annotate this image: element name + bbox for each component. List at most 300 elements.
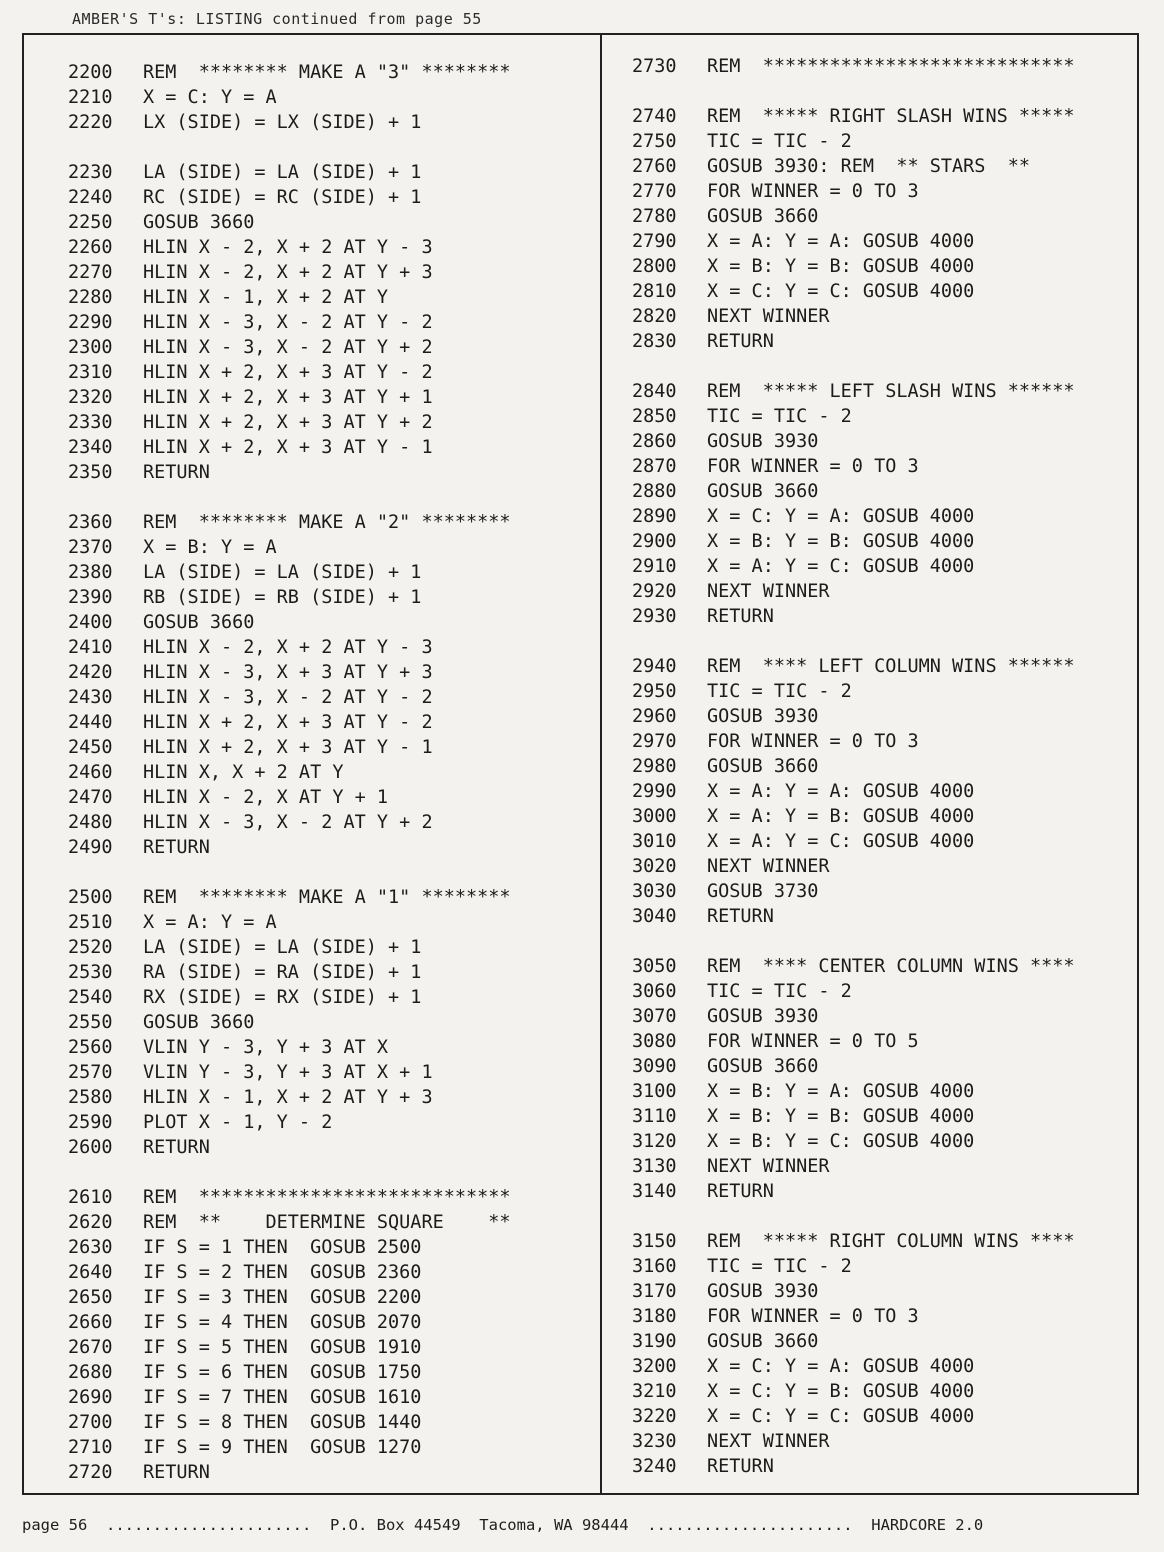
line-number: 2750 xyxy=(632,131,677,152)
code-statement: X = C: Y = A: GOSUB 4000 xyxy=(707,506,975,527)
line-number: 2720 xyxy=(68,1462,113,1483)
code-statement: LX (SIDE) = LX (SIDE) + 1 xyxy=(143,112,422,133)
code-line xyxy=(632,804,1075,829)
blank-line xyxy=(68,485,511,510)
right-code-column xyxy=(632,54,1075,1479)
code-line xyxy=(632,1029,1075,1054)
code-line xyxy=(632,1129,1075,1154)
code-line xyxy=(632,654,1075,679)
page-footer xyxy=(22,1516,983,1534)
code-statement: GOSUB 3930 xyxy=(707,431,819,452)
code-statement: FOR WINNER = 0 TO 3 xyxy=(707,731,919,752)
code-line xyxy=(632,479,1075,504)
code-line xyxy=(68,1310,511,1335)
code-statement: IF S = 5 THEN GOSUB 1910 xyxy=(143,1337,422,1358)
code-statement: GOSUB 3660 xyxy=(707,1331,819,1352)
code-line xyxy=(632,54,1075,79)
code-line xyxy=(632,904,1075,929)
line-number: 3240 xyxy=(632,1456,677,1477)
code-line xyxy=(68,885,511,910)
code-statement: REM **** CENTER COLUMN WINS **** xyxy=(707,956,1075,977)
code-line xyxy=(632,454,1075,479)
code-line xyxy=(632,729,1075,754)
line-number: 2770 xyxy=(632,181,677,202)
code-line xyxy=(632,1079,1075,1104)
blank-line xyxy=(632,629,1075,654)
code-statement: GOSUB 3930 xyxy=(707,1006,819,1027)
line-number: 2230 xyxy=(68,162,113,183)
code-statement: LA (SIDE) = LA (SIDE) + 1 xyxy=(143,162,422,183)
code-statement: HLIN X - 3, X - 2 AT Y - 2 xyxy=(143,312,433,333)
code-line xyxy=(632,779,1075,804)
code-statement: HLIN X + 2, X + 3 AT Y - 1 xyxy=(143,437,433,458)
code-statement: X = C: Y = A: GOSUB 4000 xyxy=(707,1356,975,1377)
code-statement: REM ******** MAKE A "2" ******** xyxy=(143,512,511,533)
code-line xyxy=(632,854,1075,879)
code-line xyxy=(632,829,1075,854)
code-statement: GOSUB 3660 xyxy=(143,1012,255,1033)
code-line xyxy=(68,935,511,960)
code-line xyxy=(632,704,1075,729)
code-line xyxy=(68,585,511,610)
code-statement: HLIN X + 2, X + 3 AT Y + 2 xyxy=(143,412,433,433)
line-number: 3100 xyxy=(632,1081,677,1102)
code-statement: HLIN X - 3, X - 2 AT Y - 2 xyxy=(143,687,433,708)
line-number: 2370 xyxy=(68,537,113,558)
line-number: 2470 xyxy=(68,787,113,808)
line-number: 2830 xyxy=(632,331,677,352)
code-line xyxy=(68,610,511,635)
code-statement: IF S = 7 THEN GOSUB 1610 xyxy=(143,1387,422,1408)
line-number: 3130 xyxy=(632,1156,677,1177)
code-line xyxy=(632,104,1075,129)
line-number: 2420 xyxy=(68,662,113,683)
line-number: 3190 xyxy=(632,1331,677,1352)
code-line xyxy=(68,660,511,685)
line-number: 2400 xyxy=(68,612,113,633)
line-number: 2920 xyxy=(632,581,677,602)
code-line xyxy=(68,560,511,585)
line-number: 3150 xyxy=(632,1231,677,1252)
page-number: page 56 xyxy=(22,1516,88,1534)
line-number: 2790 xyxy=(632,231,677,252)
code-statement: HLIN X + 2, X + 3 AT Y - 1 xyxy=(143,737,433,758)
code-statement: HLIN X + 2, X + 3 AT Y + 1 xyxy=(143,387,433,408)
line-number: 2700 xyxy=(68,1412,113,1433)
code-line xyxy=(68,210,511,235)
code-line xyxy=(68,760,511,785)
code-line xyxy=(68,1035,511,1060)
code-line xyxy=(632,1154,1075,1179)
line-number: 2290 xyxy=(68,312,113,333)
line-number: 3170 xyxy=(632,1281,677,1302)
line-number: 2260 xyxy=(68,237,113,258)
line-number: 3050 xyxy=(632,956,677,977)
blank-line xyxy=(68,860,511,885)
line-number: 2200 xyxy=(68,62,113,83)
code-line xyxy=(632,504,1075,529)
code-statement: GOSUB 3660 xyxy=(707,1056,819,1077)
code-statement: X = B: Y = B: GOSUB 4000 xyxy=(707,256,975,277)
line-number: 2730 xyxy=(632,56,677,77)
code-line xyxy=(68,285,511,310)
publication-name: HARDCORE 2.0 xyxy=(871,1516,984,1534)
code-statement: FOR WINNER = 0 TO 3 xyxy=(707,181,919,202)
code-line xyxy=(68,1285,511,1310)
code-line xyxy=(68,335,511,360)
code-statement: GOSUB 3930: REM ** STARS ** xyxy=(707,156,1031,177)
code-statement: HLIN X - 1, X + 2 AT Y xyxy=(143,287,389,308)
blank-line xyxy=(632,1204,1075,1229)
code-statement: RB (SIDE) = RB (SIDE) + 1 xyxy=(143,587,422,608)
line-number: 2930 xyxy=(632,606,677,627)
line-number: 2800 xyxy=(632,256,677,277)
code-line xyxy=(68,1335,511,1360)
code-statement: GOSUB 3660 xyxy=(707,481,819,502)
code-line xyxy=(68,835,511,860)
code-line xyxy=(632,679,1075,704)
line-number: 2650 xyxy=(68,1287,113,1308)
code-statement: HLIN X - 2, X + 2 AT Y + 3 xyxy=(143,262,433,283)
code-statement: IF S = 3 THEN GOSUB 2200 xyxy=(143,1287,422,1308)
line-number: 2520 xyxy=(68,937,113,958)
code-line xyxy=(68,1385,511,1410)
code-line xyxy=(632,179,1075,204)
code-line xyxy=(68,1210,511,1235)
line-number: 2740 xyxy=(632,106,677,127)
code-statement: VLIN Y - 3, Y + 3 AT X xyxy=(143,1037,389,1058)
code-statement: X = A: Y = A: GOSUB 4000 xyxy=(707,781,975,802)
code-statement: X = C: Y = A xyxy=(143,87,277,108)
line-number: 3010 xyxy=(632,831,677,852)
code-statement: RETURN xyxy=(143,1462,210,1483)
line-number: 3080 xyxy=(632,1031,677,1052)
blank-line xyxy=(632,354,1075,379)
code-line xyxy=(632,1429,1075,1454)
code-line xyxy=(632,379,1075,404)
line-number: 2380 xyxy=(68,562,113,583)
code-line xyxy=(632,1329,1075,1354)
code-line xyxy=(632,579,1075,604)
code-line xyxy=(632,204,1075,229)
line-number: 2270 xyxy=(68,262,113,283)
code-statement: X = C: Y = C: GOSUB 4000 xyxy=(707,281,975,302)
code-line xyxy=(68,710,511,735)
code-statement: GOSUB 3660 xyxy=(707,756,819,777)
code-statement: RETURN xyxy=(143,462,210,483)
line-number: 2780 xyxy=(632,206,677,227)
code-line xyxy=(68,310,511,335)
line-number: 2220 xyxy=(68,112,113,133)
line-number: 2560 xyxy=(68,1037,113,1058)
code-statement: LA (SIDE) = LA (SIDE) + 1 xyxy=(143,937,422,958)
line-number: 3230 xyxy=(632,1431,677,1452)
code-line xyxy=(632,529,1075,554)
code-line xyxy=(68,635,511,660)
code-line xyxy=(68,260,511,285)
code-line xyxy=(68,1360,511,1385)
line-number: 2210 xyxy=(68,87,113,108)
line-number: 2690 xyxy=(68,1387,113,1408)
code-statement: IF S = 1 THEN GOSUB 2500 xyxy=(143,1237,422,1258)
line-number: 2990 xyxy=(632,781,677,802)
line-number: 2360 xyxy=(68,512,113,533)
code-statement: RX (SIDE) = RX (SIDE) + 1 xyxy=(143,987,422,1008)
line-number: 2950 xyxy=(632,681,677,702)
line-number: 3120 xyxy=(632,1131,677,1152)
code-statement: GOSUB 3660 xyxy=(707,206,819,227)
line-number: 2890 xyxy=(632,506,677,527)
line-number: 3200 xyxy=(632,1356,677,1377)
code-statement: RETURN xyxy=(707,1456,774,1477)
code-statement: REM ******** MAKE A "1" ******** xyxy=(143,887,511,908)
code-line xyxy=(68,960,511,985)
code-statement: RA (SIDE) = RA (SIDE) + 1 xyxy=(143,962,422,983)
line-number: 2860 xyxy=(632,431,677,452)
code-line xyxy=(632,554,1075,579)
line-number: 2590 xyxy=(68,1112,113,1133)
code-line xyxy=(68,360,511,385)
line-number: 2970 xyxy=(632,731,677,752)
code-statement: REM ******** MAKE A "3" ******** xyxy=(143,62,511,83)
line-number: 2320 xyxy=(68,387,113,408)
code-statement: RETURN xyxy=(707,606,774,627)
line-number: 2340 xyxy=(68,437,113,458)
code-line xyxy=(632,1354,1075,1379)
code-line xyxy=(68,535,511,560)
line-number: 2760 xyxy=(632,156,677,177)
code-statement: HLIN X - 2, X + 2 AT Y - 3 xyxy=(143,237,433,258)
code-statement: HLIN X + 2, X + 3 AT Y - 2 xyxy=(143,362,433,383)
code-line xyxy=(632,1104,1075,1129)
code-statement: HLIN X - 3, X + 3 AT Y + 3 xyxy=(143,662,433,683)
code-line xyxy=(632,304,1075,329)
code-statement: RETURN xyxy=(707,1181,774,1202)
line-number: 2510 xyxy=(68,912,113,933)
code-line xyxy=(68,1110,511,1135)
code-statement: X = A: Y = A: GOSUB 4000 xyxy=(707,231,975,252)
code-line xyxy=(68,1085,511,1110)
line-number: 2310 xyxy=(68,362,113,383)
line-number: 2330 xyxy=(68,412,113,433)
line-number: 2440 xyxy=(68,712,113,733)
code-statement: NEXT WINNER xyxy=(707,1431,830,1452)
code-statement: RC (SIDE) = RC (SIDE) + 1 xyxy=(143,187,422,208)
code-statement: X = B: Y = B: GOSUB 4000 xyxy=(707,1106,975,1127)
line-number: 2350 xyxy=(68,462,113,483)
code-line xyxy=(68,110,511,135)
code-statement: X = B: Y = B: GOSUB 4000 xyxy=(707,531,975,552)
line-number: 2810 xyxy=(632,281,677,302)
blank-line xyxy=(632,79,1075,104)
code-statement: FOR WINNER = 0 TO 3 xyxy=(707,456,919,477)
line-number: 2580 xyxy=(68,1087,113,1108)
code-statement: HLIN X - 3, X - 2 AT Y + 2 xyxy=(143,812,433,833)
code-statement: GOSUB 3730 xyxy=(707,881,819,902)
code-line xyxy=(632,604,1075,629)
code-statement: TIC = TIC - 2 xyxy=(707,1256,852,1277)
code-statement: HLIN X - 3, X - 2 AT Y + 2 xyxy=(143,337,433,358)
code-statement: RETURN xyxy=(707,906,774,927)
code-line xyxy=(68,1185,511,1210)
line-number: 3090 xyxy=(632,1056,677,1077)
line-number: 3180 xyxy=(632,1306,677,1327)
code-statement: HLIN X + 2, X + 3 AT Y - 2 xyxy=(143,712,433,733)
line-number: 2820 xyxy=(632,306,677,327)
code-statement: RETURN xyxy=(143,1137,210,1158)
line-number: 2570 xyxy=(68,1062,113,1083)
line-number: 2430 xyxy=(68,687,113,708)
code-statement: RETURN xyxy=(143,837,210,858)
line-number: 2630 xyxy=(68,1237,113,1258)
code-line xyxy=(632,1179,1075,1204)
code-statement: REM ** DETERMINE SQUARE ** xyxy=(143,1212,511,1233)
code-statement: REM **************************** xyxy=(707,56,1075,77)
code-line xyxy=(632,754,1075,779)
line-number: 2250 xyxy=(68,212,113,233)
code-statement: REM ***** RIGHT SLASH WINS ***** xyxy=(707,106,1075,127)
code-statement: HLIN X - 1, X + 2 AT Y + 3 xyxy=(143,1087,433,1108)
line-number: 2450 xyxy=(68,737,113,758)
left-code-column xyxy=(68,60,511,1485)
line-number: 3060 xyxy=(632,981,677,1002)
code-line xyxy=(68,160,511,185)
code-line xyxy=(632,1229,1075,1254)
line-number: 3070 xyxy=(632,1006,677,1027)
code-line xyxy=(68,810,511,835)
line-number: 2640 xyxy=(68,1262,113,1283)
code-line xyxy=(632,1004,1075,1029)
line-number: 2610 xyxy=(68,1187,113,1208)
line-number: 2880 xyxy=(632,481,677,502)
code-line xyxy=(68,410,511,435)
line-number: 2280 xyxy=(68,287,113,308)
line-number: 3140 xyxy=(632,1181,677,1202)
code-line xyxy=(632,254,1075,279)
code-statement: X = B: Y = A xyxy=(143,537,277,558)
code-line xyxy=(68,1060,511,1085)
code-line xyxy=(68,235,511,260)
column-divider xyxy=(600,33,602,1495)
line-number: 2680 xyxy=(68,1362,113,1383)
code-statement: REM **** LEFT COLUMN WINS ****** xyxy=(707,656,1075,677)
code-line xyxy=(68,1460,511,1485)
code-statement: TIC = TIC - 2 xyxy=(707,981,852,1002)
code-statement: NEXT WINNER xyxy=(707,581,830,602)
code-line xyxy=(68,910,511,935)
line-number: 2240 xyxy=(68,187,113,208)
footer-leader-right: ...................... xyxy=(647,1516,853,1534)
code-line xyxy=(68,735,511,760)
line-number: 2940 xyxy=(632,656,677,677)
code-line xyxy=(68,460,511,485)
code-statement: X = A: Y = C: GOSUB 4000 xyxy=(707,831,975,852)
line-number: 2870 xyxy=(632,456,677,477)
code-line xyxy=(632,329,1075,354)
line-number: 3160 xyxy=(632,1256,677,1277)
code-line xyxy=(632,1379,1075,1404)
code-statement: X = A: Y = C: GOSUB 4000 xyxy=(707,556,975,577)
footer-leader-left: ...................... xyxy=(106,1516,312,1534)
line-number: 2530 xyxy=(68,962,113,983)
code-line xyxy=(68,1135,511,1160)
line-number: 2660 xyxy=(68,1312,113,1333)
code-statement: IF S = 4 THEN GOSUB 2070 xyxy=(143,1312,422,1333)
page-header: AMBER'S T's: LISTING continued from page 55 xyxy=(72,10,482,28)
code-statement: HLIN X - 2, X AT Y + 1 xyxy=(143,787,389,808)
code-line xyxy=(632,154,1075,179)
line-number: 2500 xyxy=(68,887,113,908)
line-number: 2910 xyxy=(632,556,677,577)
line-number: 2980 xyxy=(632,756,677,777)
code-line xyxy=(68,385,511,410)
code-statement: X = A: Y = B: GOSUB 4000 xyxy=(707,806,975,827)
code-statement: HLIN X - 2, X + 2 AT Y - 3 xyxy=(143,637,433,658)
code-line xyxy=(68,685,511,710)
code-statement: X = C: Y = C: GOSUB 4000 xyxy=(707,1406,975,1427)
code-line xyxy=(68,985,511,1010)
code-statement: IF S = 6 THEN GOSUB 1750 xyxy=(143,1362,422,1383)
code-line xyxy=(68,435,511,460)
code-statement: GOSUB 3660 xyxy=(143,612,255,633)
line-number: 3020 xyxy=(632,856,677,877)
line-number: 2490 xyxy=(68,837,113,858)
code-statement: REM ***** RIGHT COLUMN WINS **** xyxy=(707,1231,1075,1252)
code-line xyxy=(632,1304,1075,1329)
line-number: 2670 xyxy=(68,1337,113,1358)
code-statement: NEXT WINNER xyxy=(707,1156,830,1177)
code-statement: IF S = 8 THEN GOSUB 1440 xyxy=(143,1412,422,1433)
line-number: 2540 xyxy=(68,987,113,1008)
code-statement: HLIN X, X + 2 AT Y xyxy=(143,762,344,783)
line-number: 2900 xyxy=(632,531,677,552)
code-statement: REM ***** LEFT SLASH WINS ****** xyxy=(707,381,1075,402)
line-number: 2710 xyxy=(68,1437,113,1458)
line-number: 2410 xyxy=(68,637,113,658)
code-line xyxy=(68,1235,511,1260)
code-statement: TIC = TIC - 2 xyxy=(707,681,852,702)
code-line xyxy=(632,1254,1075,1279)
code-statement: X = B: Y = A: GOSUB 4000 xyxy=(707,1081,975,1102)
code-statement: GOSUB 3930 xyxy=(707,1281,819,1302)
code-line xyxy=(632,879,1075,904)
code-statement: X = A: Y = A xyxy=(143,912,277,933)
code-statement: GOSUB 3660 xyxy=(143,212,255,233)
line-number: 3030 xyxy=(632,881,677,902)
code-line xyxy=(68,60,511,85)
code-statement: FOR WINNER = 0 TO 5 xyxy=(707,1031,919,1052)
blank-line xyxy=(68,135,511,160)
code-line xyxy=(632,279,1075,304)
line-number: 2850 xyxy=(632,406,677,427)
line-number: 2600 xyxy=(68,1137,113,1158)
code-line xyxy=(632,404,1075,429)
line-number: 2840 xyxy=(632,381,677,402)
code-line xyxy=(632,429,1075,454)
code-statement: LA (SIDE) = LA (SIDE) + 1 xyxy=(143,562,422,583)
code-line xyxy=(632,954,1075,979)
code-statement: PLOT X - 1, Y - 2 xyxy=(143,1112,333,1133)
code-statement: NEXT WINNER xyxy=(707,856,830,877)
line-number: 3000 xyxy=(632,806,677,827)
blank-line xyxy=(632,929,1075,954)
publisher-address: P.O. Box 44549 Tacoma, WA 98444 xyxy=(329,1516,629,1534)
code-statement: VLIN Y - 3, Y + 3 AT X + 1 xyxy=(143,1062,433,1083)
code-line xyxy=(68,85,511,110)
code-statement: IF S = 2 THEN GOSUB 2360 xyxy=(143,1262,422,1283)
line-number: 3210 xyxy=(632,1381,677,1402)
code-statement: TIC = TIC - 2 xyxy=(707,131,852,152)
